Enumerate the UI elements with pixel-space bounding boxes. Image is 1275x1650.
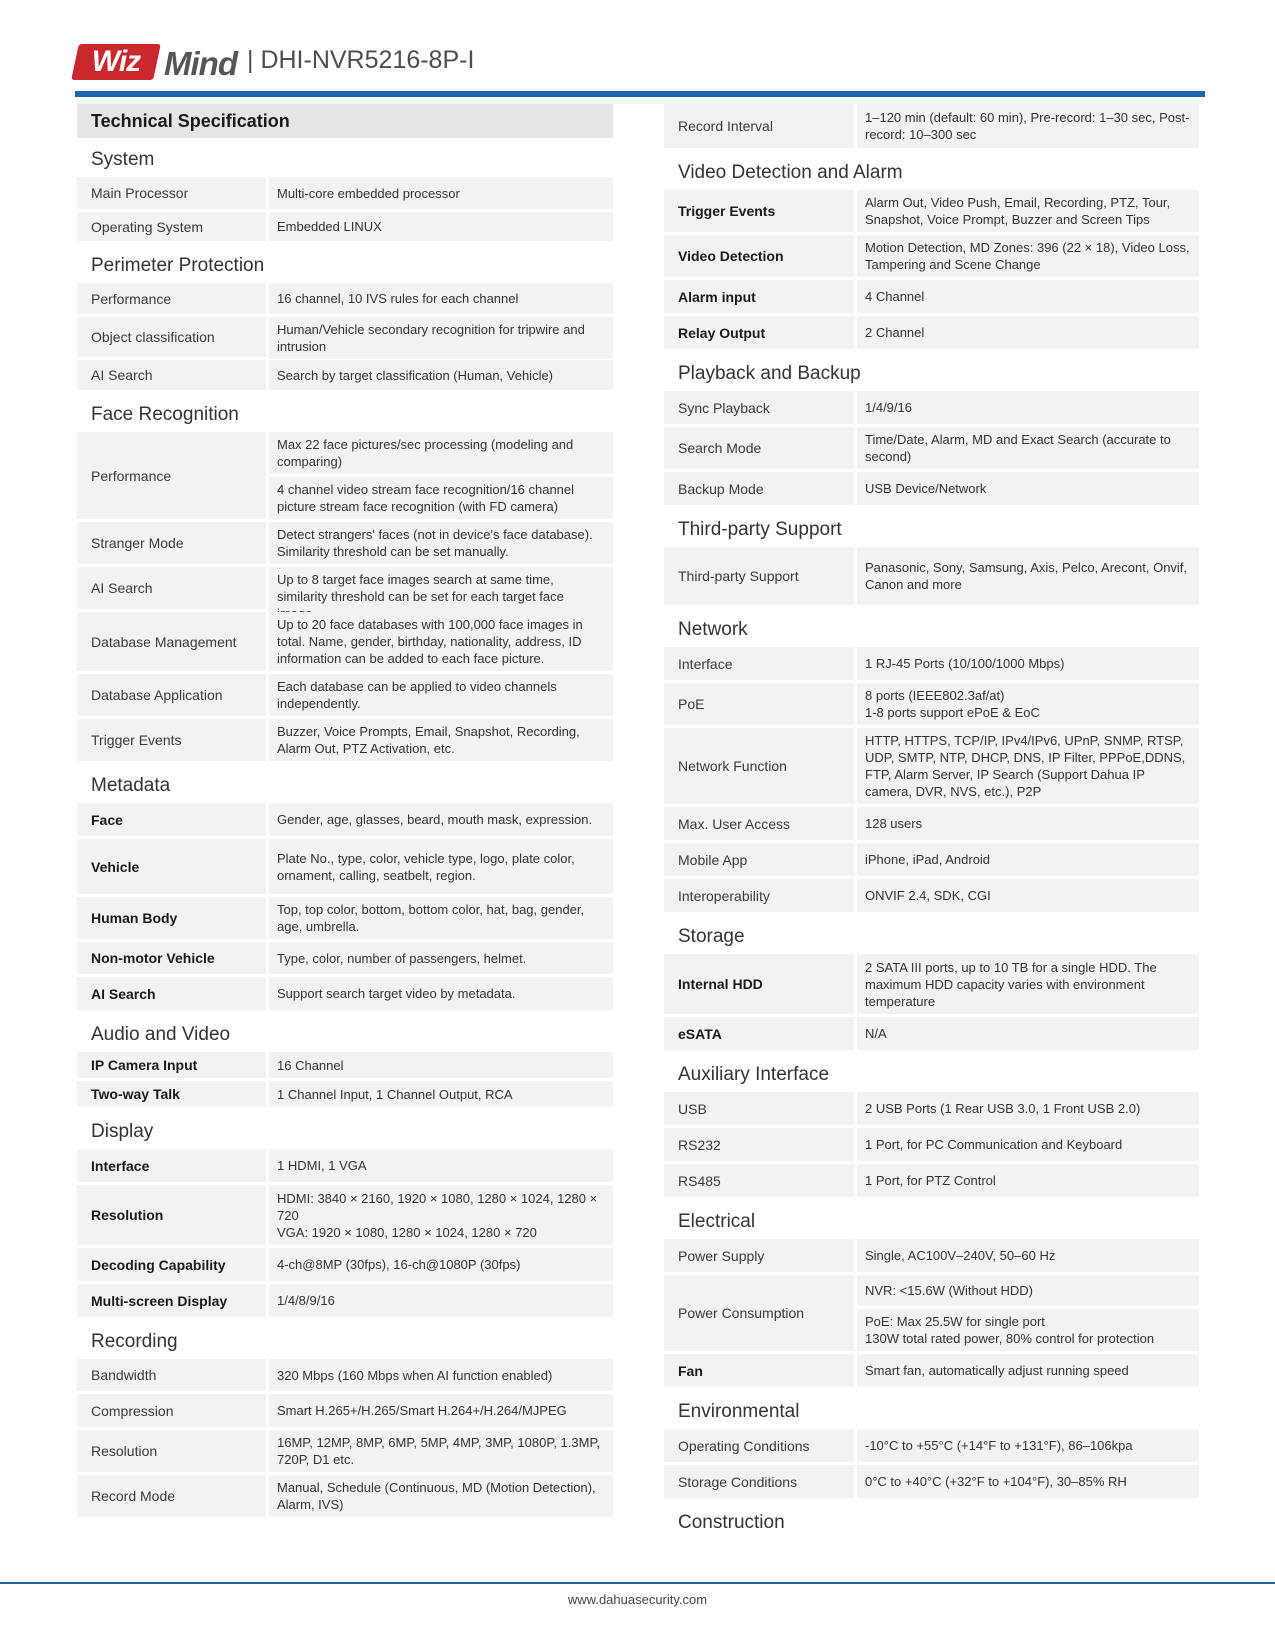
spec-row — [664, 280, 1199, 313]
section-metadata: Metadata — [91, 775, 171, 796]
spec-row — [77, 522, 613, 564]
spec-label: Internal HDD — [664, 954, 854, 1014]
spec-row — [77, 1430, 613, 1472]
spec-values — [857, 879, 1199, 912]
spec-label: USB — [664, 1092, 854, 1125]
spec-values — [857, 316, 1199, 349]
spec-label: RS485 — [664, 1164, 854, 1197]
spec-row — [77, 612, 613, 671]
spec-value: Support search target video by metadata. — [269, 977, 613, 1010]
model-number: | DHI-NVR5216-8P-I — [247, 46, 475, 74]
spec-values — [857, 954, 1199, 1014]
spec-title: Technical Specification — [77, 104, 613, 138]
section-third-party-support: Third-party Support — [678, 519, 842, 540]
spec-values — [269, 1149, 613, 1182]
spec-value: 16 channel, 10 IVS rules for each channel — [269, 283, 613, 314]
spec-values — [269, 177, 613, 209]
spec-label: Main Processor — [77, 177, 266, 209]
spec-row — [77, 1052, 613, 1078]
spec-row — [664, 190, 1199, 232]
spec-value: HTTP, HTTPS, TCP/IP, IPv4/IPv6, UPnP, SNMP, RTSP, UDP, SMTP, NTP, DHCP, DNS, IP Filter, PPPoE,DDNS, FTP, Alarm Server, IP Search (Support Dahua IP camera, DVR, NVS, etc.), P2P — [857, 728, 1199, 804]
spec-label: Trigger Events — [664, 190, 854, 232]
spec-label: Storage Conditions — [664, 1465, 854, 1498]
spec-values — [269, 1284, 613, 1317]
spec-row — [664, 1354, 1199, 1387]
section-electrical: Electrical — [678, 1211, 756, 1232]
spec-value: 1 HDMI, 1 VGA — [269, 1149, 613, 1182]
spec-values — [269, 839, 613, 894]
spec-value: 0°C to +40°C (+32°F to +104°F), 30–85% RH — [857, 1465, 1199, 1498]
spec-row — [77, 803, 613, 836]
spec-value: 8 ports (IEEE802.3af/at) 1-8 ports support ePoE & EoC — [857, 683, 1199, 725]
spec-values — [269, 719, 613, 761]
spec-row — [77, 212, 613, 241]
spec-row — [77, 719, 613, 761]
spec-row — [77, 1081, 613, 1107]
spec-label: Database Management — [77, 612, 266, 671]
spec-value: Manual, Schedule (Continuous, MD (Motion Detection), Alarm, IVS) — [269, 1475, 613, 1517]
spec-row — [77, 1284, 613, 1317]
spec-values — [269, 432, 613, 519]
spec-values — [857, 1239, 1199, 1272]
left-spec-column — [77, 104, 613, 1520]
spec-label: Mobile App — [664, 843, 854, 876]
spec-label: Interoperability — [664, 879, 854, 912]
spec-value: Detect strangers' faces (not in device's face database). Similarity threshold can be set manually. — [269, 522, 613, 564]
spec-row — [664, 391, 1199, 424]
spec-label: Backup Mode — [664, 472, 854, 505]
spec-row — [664, 1092, 1199, 1125]
section-video-detection-and-alarm: Video Detection and Alarm — [678, 162, 903, 183]
spec-row — [664, 1275, 1199, 1351]
section-playback-and-backup: Playback and Backup — [678, 363, 861, 384]
spec-value: HDMI: 3840 × 2160, 1920 × 1080, 1280 × 1024, 1280 × 720 VGA: 1920 × 1080, 1280 × 1024, 1280 × 720 — [269, 1185, 613, 1245]
spec-value: 1 Port, for PTZ Control — [857, 1164, 1199, 1197]
spec-values — [269, 612, 613, 671]
spec-row — [77, 897, 613, 939]
spec-value: ONVIF 2.4, SDK, CGI — [857, 879, 1199, 912]
spec-label: Power Consumption — [664, 1275, 854, 1351]
spec-row — [664, 472, 1199, 505]
logo-mind-text: Mind — [164, 45, 237, 82]
spec-row — [664, 728, 1199, 804]
spec-label: eSATA — [664, 1017, 854, 1050]
spec-label: IP Camera Input — [77, 1052, 266, 1078]
spec-values — [269, 977, 613, 1010]
spec-label: Performance — [77, 432, 266, 519]
spec-value: Top, top color, bottom, bottom color, hat, bag, gender, age, umbrella. — [269, 897, 613, 939]
spec-row — [664, 807, 1199, 840]
spec-values — [857, 190, 1199, 232]
spec-value: 2 USB Ports (1 Rear USB 3.0, 1 Front USB 2.0) — [857, 1092, 1199, 1125]
spec-row — [77, 674, 613, 716]
section-auxiliary-interface: Auxiliary Interface — [678, 1064, 830, 1085]
spec-value: Time/Date, Alarm, MD and Exact Search (accurate to second) — [857, 427, 1199, 469]
spec-values — [269, 1052, 613, 1078]
spec-values — [269, 942, 613, 974]
spec-values — [857, 807, 1199, 840]
spec-label: PoE — [664, 683, 854, 725]
logo-wiz-text: Wiz — [91, 45, 141, 78]
spec-row — [664, 1164, 1199, 1197]
spec-value: Multi-core embedded processor — [269, 177, 613, 209]
spec-row — [77, 1185, 613, 1245]
section-perimeter-protection: Perimeter Protection — [91, 255, 265, 276]
spec-label: Object classification — [77, 317, 266, 357]
spec-value: Smart H.265+/H.265/Smart H.264+/H.264/MJPEG — [269, 1394, 613, 1427]
spec-value: Up to 8 target face images search at same time, similarity threshold can be set for each target face — [269, 567, 613, 626]
spec-label: Resolution — [77, 1185, 266, 1245]
spec-values — [269, 317, 613, 357]
spec-row — [77, 360, 613, 390]
spec-label: Multi-screen Display — [77, 1284, 266, 1317]
spec-row — [664, 427, 1199, 469]
spec-values — [857, 1128, 1199, 1161]
spec-values — [269, 522, 613, 564]
spec-row — [664, 316, 1199, 349]
spec-value: PoE: Max 25.5W for single port 130W total rated power, 80% control for protection — [857, 1309, 1199, 1351]
spec-row — [664, 235, 1199, 277]
spec-value: 16 Channel — [269, 1052, 613, 1078]
spec-value: N/A — [857, 1017, 1199, 1050]
spec-label: Performance — [77, 283, 266, 314]
spec-label: Relay Output — [664, 316, 854, 349]
spec-values — [269, 897, 613, 939]
spec-values — [269, 567, 613, 609]
spec-row — [664, 1128, 1199, 1161]
spec-value: Single, AC100V–240V, 50–60 Hz — [857, 1239, 1199, 1272]
footer-divider — [0, 1582, 1275, 1584]
spec-values — [857, 1354, 1199, 1387]
section-recording: Recording — [91, 1331, 178, 1352]
spec-value: Max 22 face pictures/sec processing (modeling and comparing) — [269, 432, 613, 474]
spec-value: Up to 20 face databases with 100,000 face images in total. Name, gender, birthday, nationality, address, ID information can be added to each face picture. — [269, 612, 613, 671]
spec-label: Operating Conditions — [664, 1429, 854, 1462]
spec-label: Trigger Events — [77, 719, 266, 761]
spec-label: Alarm input — [664, 280, 854, 313]
section-system: System — [91, 149, 155, 170]
spec-row — [77, 567, 613, 609]
spec-values — [857, 1092, 1199, 1125]
spec-label: Stranger Mode — [77, 522, 266, 564]
spec-label: Video Detection — [664, 235, 854, 277]
spec-row — [664, 1429, 1199, 1462]
section-construction: Construction — [678, 1512, 785, 1533]
spec-label: Database Application — [77, 674, 266, 716]
spec-row — [664, 879, 1199, 912]
spec-row — [664, 104, 1199, 148]
spec-values — [857, 280, 1199, 313]
spec-values — [269, 283, 613, 314]
spec-values — [857, 647, 1199, 680]
spec-row — [664, 547, 1199, 605]
spec-values — [269, 212, 613, 241]
spec-value: Smart fan, automatically adjust running speed — [857, 1354, 1199, 1387]
spec-value: 1–120 min (default: 60 min), Pre-record: 1–30 sec, Post-record: 10–300 sec — [857, 104, 1199, 148]
spec-value: -10°C to +55°C (+14°F to +131°F), 86–106kpa — [857, 1429, 1199, 1462]
spec-row — [664, 1465, 1199, 1498]
spec-value: Type, color, number of passengers, helmet. — [269, 942, 613, 974]
spec-value: 1 Port, for PC Communication and Keyboard — [857, 1128, 1199, 1161]
footer-url: www.dahuasecurity.com — [567, 1592, 708, 1607]
spec-label: AI Search — [77, 567, 266, 609]
spec-row — [77, 942, 613, 974]
right-spec-column — [664, 104, 1199, 1540]
section-face-recognition: Face Recognition — [91, 404, 239, 425]
spec-value: Embedded LINUX — [269, 212, 613, 241]
spec-row — [77, 1248, 613, 1281]
spec-row — [77, 317, 613, 357]
spec-row — [664, 683, 1199, 725]
section-audio-and-video: Audio and Video — [91, 1024, 231, 1045]
spec-value: Alarm Out, Video Push, Email, Recording, PTZ, Tour, Snapshot, Voice Prompt, Buzzer and Screen Tips — [857, 190, 1199, 232]
spec-value: Each database can be applied to video channels independently. — [269, 674, 613, 716]
spec-values — [269, 1081, 613, 1107]
spec-values — [857, 104, 1199, 148]
spec-row — [664, 954, 1199, 1014]
logo-wiz-badge — [71, 44, 161, 80]
spec-value: 1/4/8/9/16 — [269, 1284, 613, 1317]
spec-value: Plate No., type, color, vehicle type, logo, plate color, ornament, calling, seatbelt, region. — [269, 839, 613, 894]
page-header — [75, 38, 1205, 88]
spec-values — [857, 547, 1199, 605]
spec-values — [857, 1275, 1199, 1351]
spec-values — [857, 1429, 1199, 1462]
spec-values — [269, 674, 613, 716]
spec-value: Panasonic, Sony, Samsung, Axis, Pelco, Arecont, Onvif, Canon and more — [857, 547, 1199, 605]
spec-values — [269, 1475, 613, 1517]
spec-value: Search by target classification (Human, Vehicle) — [269, 360, 613, 390]
spec-label: AI Search — [77, 977, 266, 1010]
spec-values — [269, 803, 613, 836]
spec-value: 16MP, 12MP, 8MP, 6MP, 5MP, 4MP, 3MP, 1080P, 1.3MP, 720P, D1 etc. — [269, 1430, 613, 1472]
spec-value: Buzzer, Voice Prompts, Email, Snapshot, Recording, Alarm Out, PTZ Activation, etc. — [269, 719, 613, 761]
spec-label: Compression — [77, 1394, 266, 1427]
spec-label: Record Mode — [77, 1475, 266, 1517]
spec-value: 128 users — [857, 807, 1199, 840]
spec-label: Vehicle — [77, 839, 266, 894]
spec-label: Resolution — [77, 1430, 266, 1472]
spec-label: Non-motor Vehicle — [77, 942, 266, 974]
spec-value: 4 channel video stream face recognition/16 channel picture stream face recognition (with FD camera) — [269, 477, 613, 519]
spec-values — [857, 1164, 1199, 1197]
spec-value: iPhone, iPad, Android — [857, 843, 1199, 876]
spec-row — [77, 839, 613, 894]
spec-label: Two-way Talk — [77, 1081, 266, 1107]
spec-values — [857, 427, 1199, 469]
spec-values — [857, 472, 1199, 505]
spec-label: Search Mode — [664, 427, 854, 469]
spec-row — [77, 977, 613, 1010]
spec-values — [269, 1248, 613, 1281]
spec-label: Network Function — [664, 728, 854, 804]
section-display: Display — [91, 1121, 154, 1142]
spec-values — [269, 1394, 613, 1427]
spec-label: Power Supply — [664, 1239, 854, 1272]
spec-row — [77, 1149, 613, 1182]
spec-row — [664, 843, 1199, 876]
spec-label: Fan — [664, 1354, 854, 1387]
spec-row — [77, 1359, 613, 1391]
spec-label: AI Search — [77, 360, 266, 390]
spec-values — [857, 843, 1199, 876]
section-environmental: Environmental — [678, 1401, 800, 1422]
spec-values — [857, 1465, 1199, 1498]
spec-label: Decoding Capability — [77, 1248, 266, 1281]
spec-value: 4 Channel — [857, 280, 1199, 313]
spec-values — [857, 391, 1199, 424]
spec-row — [77, 1394, 613, 1427]
spec-label: Third-party Support — [664, 547, 854, 605]
spec-value: 2 SATA III ports, up to 10 TB for a single HDD. The maximum HDD capacity varies with environment temperature — [857, 954, 1199, 1014]
spec-row — [664, 1017, 1199, 1050]
spec-label: Human Body — [77, 897, 266, 939]
spec-label: Interface — [664, 647, 854, 680]
spec-values — [857, 728, 1199, 804]
spec-label: Bandwidth — [77, 1359, 266, 1391]
spec-values — [857, 235, 1199, 277]
spec-values — [269, 1185, 613, 1245]
section-storage: Storage — [678, 926, 745, 947]
spec-row — [77, 177, 613, 209]
spec-values — [857, 1017, 1199, 1050]
spec-values — [269, 1430, 613, 1472]
spec-value: Human/Vehicle secondary recognition for tripwire and intrusion — [269, 317, 613, 359]
spec-label: Face — [77, 803, 266, 836]
spec-value: 1 RJ-45 Ports (10/100/1000 Mbps) — [857, 647, 1199, 680]
section-network: Network — [678, 619, 748, 640]
spec-values — [269, 360, 613, 390]
spec-value: 1/4/9/16 — [857, 391, 1199, 424]
spec-row — [77, 432, 613, 519]
spec-label: RS232 — [664, 1128, 854, 1161]
spec-value: 2 Channel — [857, 316, 1199, 349]
spec-value: 1 Channel Input, 1 Channel Output, RCA — [269, 1081, 613, 1107]
spec-label: Max. User Access — [664, 807, 854, 840]
spec-value: NVR: <15.6W (Without HDD) — [857, 1275, 1199, 1306]
header-divider — [75, 91, 1205, 97]
spec-label: Sync Playback — [664, 391, 854, 424]
spec-value: USB Device/Network — [857, 472, 1199, 505]
spec-row — [77, 283, 613, 314]
spec-row — [664, 647, 1199, 680]
spec-row — [664, 1239, 1199, 1272]
spec-label: Record Interval — [664, 104, 854, 148]
spec-value: Motion Detection, MD Zones: 396 (22 × 18), Video Loss, Tampering and Scene Change — [857, 235, 1199, 277]
spec-value: 320 Mbps (160 Mbps when AI function enabled) — [269, 1359, 613, 1391]
spec-row — [77, 1475, 613, 1517]
spec-label: Operating System — [77, 212, 266, 241]
spec-label: Interface — [77, 1149, 266, 1182]
spec-values — [857, 683, 1199, 725]
spec-values — [269, 1359, 613, 1391]
spec-value: 4-ch@8MP (30fps), 16-ch@1080P (30fps) — [269, 1248, 613, 1281]
spec-value: Gender, age, glasses, beard, mouth mask, expression. — [269, 803, 613, 836]
